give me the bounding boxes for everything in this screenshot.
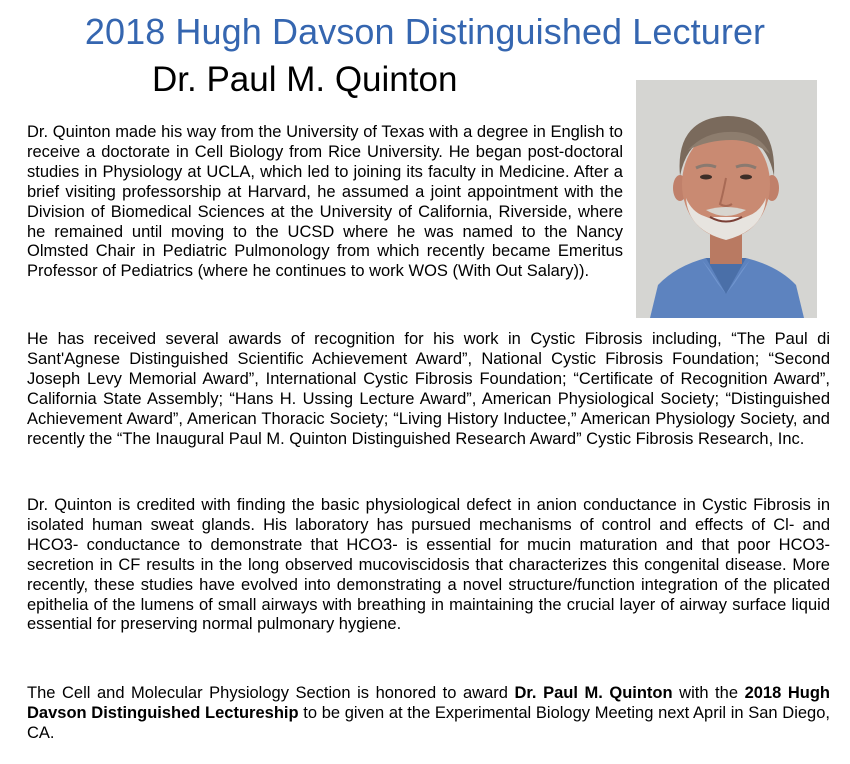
announcement-text: The Cell and Molecular Physiology Section is honored to award xyxy=(27,684,515,702)
announcement-text: with the xyxy=(672,684,745,702)
announcement-text: to be given at the Experimental Biology Meeting next April in San Diego, CA. xyxy=(27,703,830,742)
lectureship-title: 2018 Hugh Davson Distinguished Lectureship xyxy=(27,684,830,722)
biography-paragraph: Dr. Quinton made his way from the University of Texas with a degree in English to receive a doctorate in Cell Biology from Rice University. He began post-doctoral studies in Physiology at UCLA, which led to joining its faculty in Medicine. After a brief visiting professorship at Harvard, he assumed a joint appointment with the Division of Biomedical Sciences at the University of California, Riverside, where he remained until moving to the UCSD where he was named to the Nancy Olmsted Chair in Pediatric Pulmonology from which recently became Emeritus Professor of Pediatrics (where he continues to work WOS (With Out Salary)). xyxy=(27,123,623,281)
awards-paragraph: He has received several awards of recognition for his work in Cystic Fibrosis including, “The Paul di Sant'Agnese Distinguished Scientific Achievement Award”, National Cystic Fibrosis Foundation; “Second Joseph Levy Memorial Award”, International Cystic Fibrosis Foundation; “Certificate of Recognition Award”, California State Assembly; “Hans H. Ussing Lecture Award”, American Physiological Society; “Distinguished Achievement Award”, American Thoracic Society; “Living History Inductee,” American Physiology Society, and recently the “The Inaugural Paul M. Quinton Distinguished Research Award” Cystic Fibrosis Research, Inc. xyxy=(27,330,830,448)
award-announcement-paragraph xyxy=(27,684,830,744)
lecturer-name: Dr. Paul M. Quinton xyxy=(152,60,458,99)
research-paragraph: Dr. Quinton is credited with finding the basic physiological defect in anion conductance in Cystic Fibrosis in isolated human sweat glands. His laboratory has pursued mechanisms of control and effects of Cl- and HCO3- conductance to demonstrate that HCO3- is essential for mucin maturation and that poor HCO3- secretion in CF results in the long observed mucoviscidosis that characterizes this congenital disease. More recently, these studies have evolved into demonstrating a novel structure/function integration of the plicated epithelia of the lumens of small airways with breathing in maintaining the crucial layer of airway surface liquid essential for preserving normal pulmonary hygiene. xyxy=(27,496,830,634)
page-title: 2018 Hugh Davson Distinguished Lecturer xyxy=(84,11,766,52)
awardee-name: Dr. Paul M. Quinton xyxy=(514,684,673,702)
portrait-photo xyxy=(636,80,817,318)
